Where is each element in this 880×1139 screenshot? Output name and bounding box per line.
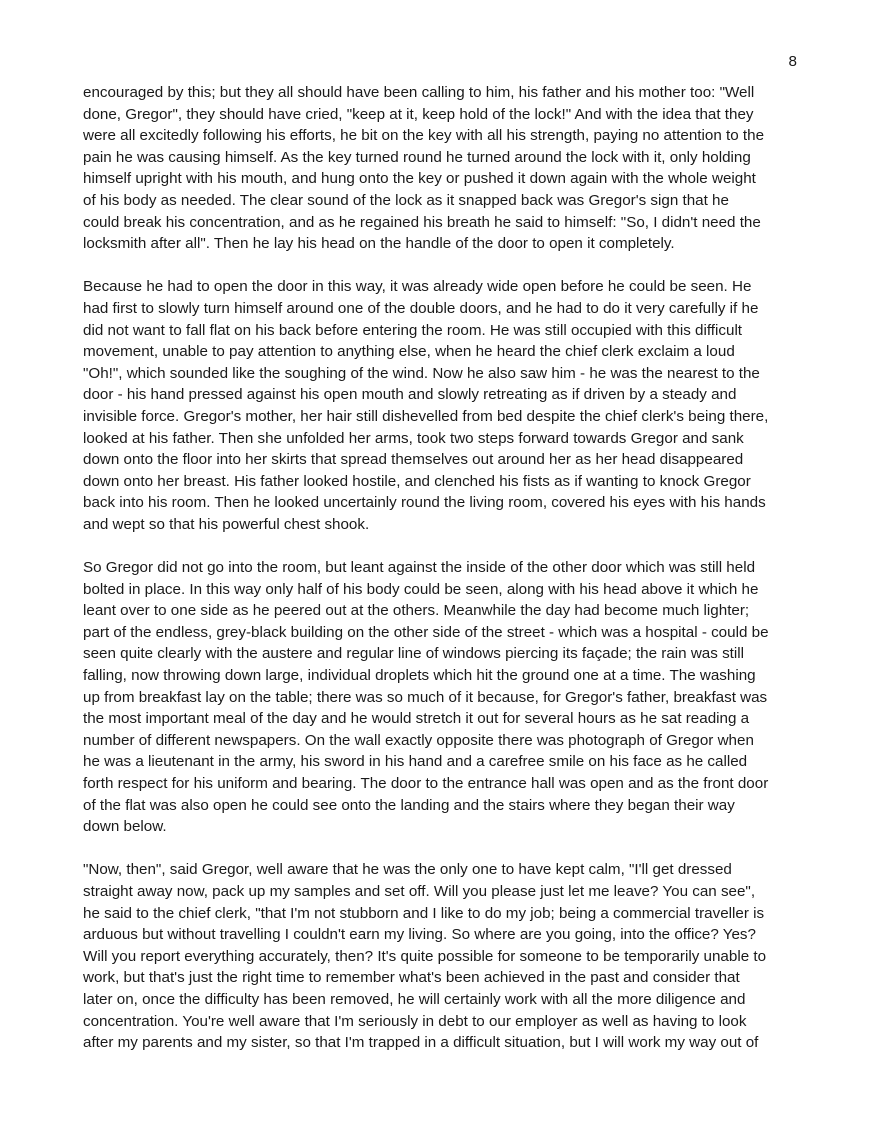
text-line: of the flat was also open he could see onto the landing and the stairs where they began their way (83, 796, 735, 814)
text-line: later on, once the difficulty has been removed, he will certainly work with all the more diligence and (83, 990, 746, 1008)
text-line: had first to slowly turn himself around one of the double doors, and he had to do it very carefully if he (83, 299, 759, 317)
text-line: work, but that's just the right time to remember what's been achieved in the past and consider that (83, 969, 740, 987)
paragraph-2 (83, 276, 805, 535)
body-text (83, 82, 805, 1075)
text-line: he was a lieutenant in the army, his sword in his hand and a carefree smile on his face as he called (83, 753, 748, 771)
text-line: forth respect for his uniform and bearing. The door to the entrance hall was open and as the front door (83, 775, 769, 792)
text-line: he said to the chief clerk, "that I'm not stubborn and I like to do my job; being a commercial traveller is (83, 904, 765, 922)
text-line: seen quite clearly with the austere and regular line of windows piercing its façade; the rain was still (83, 645, 745, 663)
text-line: encouraged by this; but they all should have been calling to him, his father and his mother too: "Well (83, 84, 755, 101)
page-number: 8 (788, 53, 797, 70)
text-line: door - his hand pressed against his open mouth and slowly retreating as if driven by a steady and (83, 386, 737, 404)
text-line: down onto the floor into her skirts that spread themselves out around her as her head disappeared (83, 451, 744, 469)
text-line: up from breakfast lay on the table; there was so much of it because, for Gregor's father, breakfast was (83, 688, 768, 706)
text-line: the most important meal of the day and he would stretch it out for several hours as he sat reading a (83, 710, 750, 728)
text-line: "Oh!", which sounded like the soughing of the wind. Now he also saw him - he was the nearest to the (83, 364, 760, 382)
text-line: So Gregor did not go into the room, but leant against the inside of the other door which was still held (83, 559, 756, 577)
text-line: Will you report everything accurately, then? It's quite possible for someone to be temporarily unable to (83, 947, 767, 965)
text-line: bolted in place. In this way only half of his body could be seen, along with his head above it which he (83, 580, 759, 598)
text-line: could break his concentration, and as he regained his breath he said to himself: "So, I didn't need the (83, 213, 761, 231)
text-line: straight away now, pack up my samples and set off. Will you please just let me leave? You can see", (83, 882, 756, 900)
text-line: himself upright with his mouth, and hung onto the key or pushed it down again with the whole weight (83, 170, 756, 188)
text-line: down onto her breast. His father looked hostile, and clenched his fists as if wanting to knock Gregor (83, 472, 751, 490)
text-line: looked at his father. Then she unfolded her arms, took two steps forward towards Gregor and sank (83, 429, 744, 447)
text-line: "Now, then", said Gregor, well aware that he was the only one to have kept calm, "I'll get dressed (83, 861, 732, 879)
text-line: invisible force. Gregor's mother, her hair still dishevelled from bed despite the chief clerk's being there, (83, 407, 769, 425)
text-line: number of different newspapers. On the wall exactly opposite there was photograph of Gregor when (83, 731, 754, 749)
text-line: down below. (83, 818, 167, 836)
paragraph-4 (83, 859, 805, 1053)
text-line: part of the endless, grey-black building on the other side of the street - which was a hospital - could be (83, 623, 769, 641)
text-line: locksmith after all". Then he lay his head on the handle of the door to open it completely. (83, 235, 675, 253)
text-line: did not want to fall flat on his back before entering the room. He was still occupied with this difficult (83, 321, 743, 339)
text-line: movement, unable to pay attention to anything else, when he heard the chief clerk exclaim a loud (83, 343, 735, 361)
text-line: pain he was causing himself. As the key turned round he turned around the lock with it, only holding (83, 148, 751, 166)
text-line: of his body as needed. The clear sound of the lock as it snapped back was Gregor's sign that he (83, 191, 729, 209)
text-line: after my parents and my sister, so that I'm trapped in a difficult situation, but I will work my way out of (83, 1034, 759, 1052)
text-line: falling, now throwing down large, individual droplets which hit the ground one at a time. The washing (83, 667, 756, 685)
paragraph-1 (83, 82, 805, 255)
text-line: back into his room. Then he looked uncertainly round the living room, covered his eyes with his hands (83, 494, 766, 512)
text-line: arduous but without travelling I couldn't earn my living. So where are you going, into the office? Yes? (83, 926, 756, 944)
text-line: and wept so that his powerful chest shook. (83, 515, 370, 533)
text-line: concentration. You're well aware that I'm seriously in debt to our employer as well as having to look (83, 1012, 747, 1030)
text-line: were all excitedly following his efforts, he bit on the key with all his strength, paying no attention to the (83, 127, 765, 145)
paragraph-3 (83, 557, 805, 838)
text-line: leant over to one side as he peered out at the others. Meanwhile the day had become much lighter; (83, 602, 750, 620)
text-line: done, Gregor", they should have cried, "keep at it, keep hold of the lock!" And with the idea that they (83, 105, 754, 123)
text-line: Because he had to open the door in this way, it was already wide open before he could be seen. He (83, 278, 752, 296)
